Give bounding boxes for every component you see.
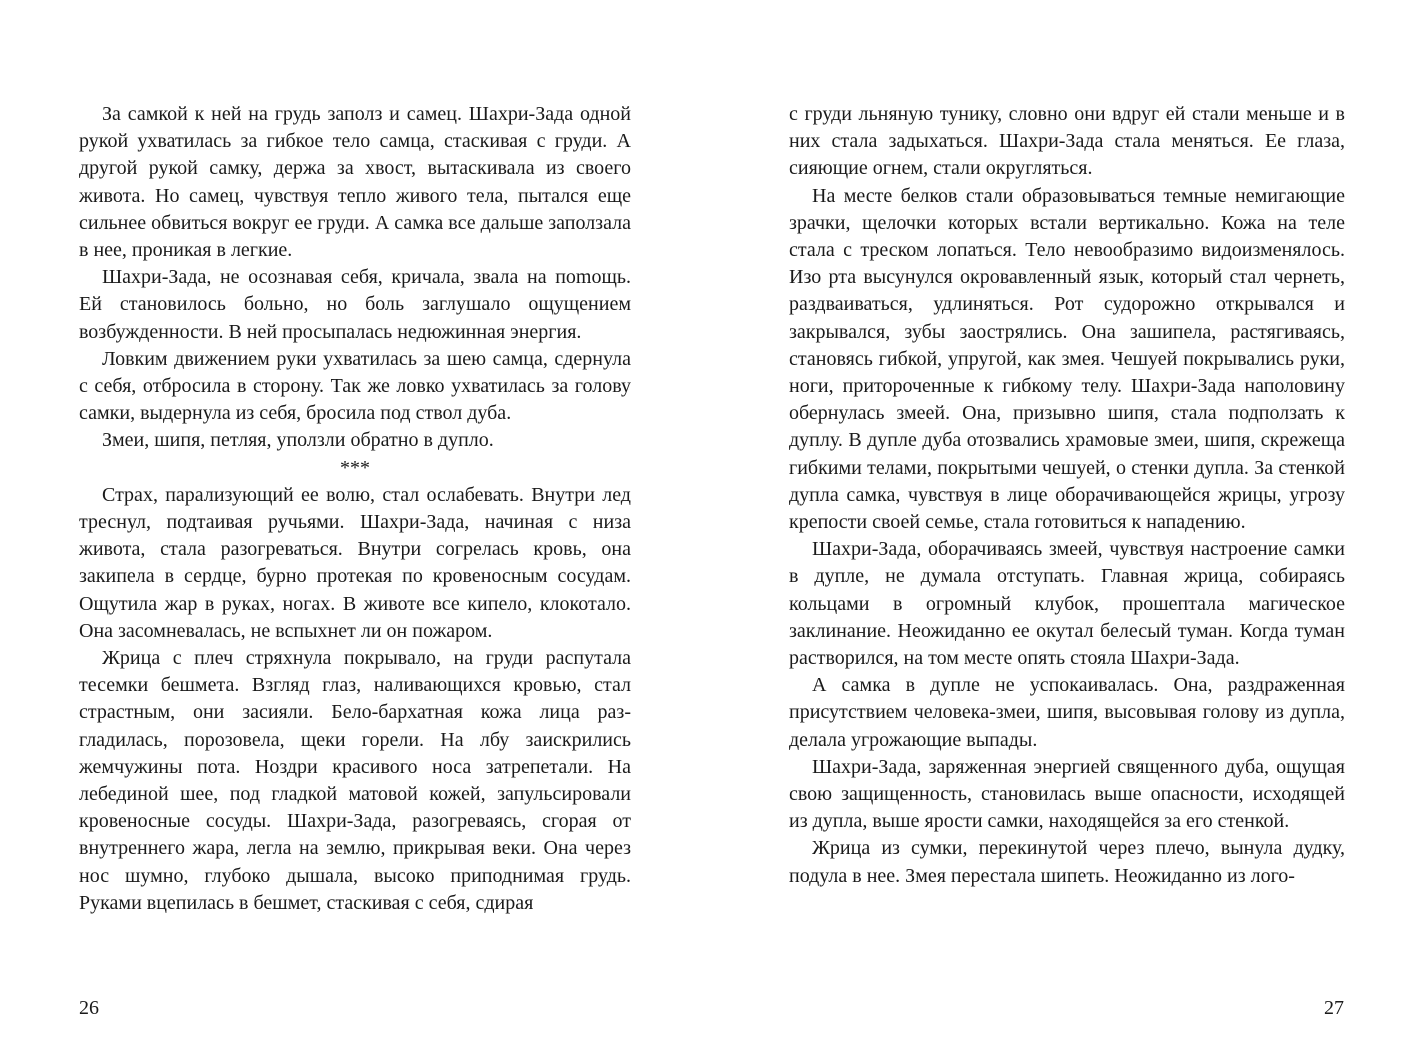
- left-page-text: [79, 101, 631, 917]
- paragraph: Шахри-Зада, заряженная энергией священного дуба, ощущая свою защищенность, становилась выше опасности, исходящей из дупла, выше ярости самки, находящейся за его стенкой.: [789, 755, 1345, 833]
- paragraph: Ловким движением руки ухватилась за шею самца, сдернула с себя, отбросила в сторону. Так же ловко ухватилась за голову самки, выдернула из себя, бросила под ствол дуба.: [79, 347, 631, 425]
- paragraph: Жрица с плеч стряхнула покрывало, на груди распутала тесемки бешмета. Взгляд глаз, наливающихся кровью, стал страстным, они засияли. Бело-бархатная кожа лица разгладилась, порозовела, щеки горели. На лбу заискрились жемчужины пота. Ноздри красивого носа затрепетали. На лебединой шее, под гладкой матовой кожей, запульсировали кровеносные сосуды. Шахри-Зада, разогреваясь, сгорая от внутреннего жара, легла на землю, прикрывая веки. Она через нос шумно, глубоко дышала, высоко приподнимая грудь. Руками вцепилась в бешмет, стаскивая с себя, сдирая: [79, 647, 631, 914]
- paragraph: Страх, парализующий ее волю, стал ослабевать. Внутри лед треснул, подтаивая ручьями. Шахри-Зада, начиная с низа живота, стала разогреваться. Внутри согрелась кровь, она закипела в сердце, бурно протекая по кровеносным сосудам. Ощутила жар в руках, ногах. В животе все кипело, клокотало. Она засомневалась, не вспыхнет ли он пожаром.: [79, 483, 631, 642]
- right-page-number: 27: [1324, 997, 1344, 1019]
- paragraph: А самка в дупле не успокаивалась. Она, раздраженная присутствием человека-змеи, шипя, высовывая голову из дупла, делала угрожающие выпады.: [789, 674, 1345, 751]
- paragraph: Шахри-Зада, оборачиваясь змеей, чувствуя настроение самки в дупле, не думала отступать. Главная жрица, собираясь кольцами в огромный клубок, прошептала магическое заклинание. Неожиданно ее окутал белесый туман. Когда туман растворился, на том месте опять стояла Шахри-Зада.: [789, 538, 1345, 670]
- paragraph: Жрица из сумки, перекинутой через плечо, вынула дудку, подула в нее. Змея перестала шипеть. Неожиданно из лого-: [789, 837, 1345, 887]
- paragraph: Шахри-Зада, не осознавая себя, кричала, звала на поmощь. Ей становилось больно, но боль заглушало ощущением возбужденности. В ней просыпалась недюжинная энергия.: [79, 266, 631, 343]
- paragraph: За самкой к ней на грудь заполз и самец. Шахри-Зада одной рукой ухватилась за гибкое тело самца, стаскивая с груди. А другой рукой самку, держа за хвост, вытаскивала из своего живота. Но самец, чувствуя тепло живого тела, пытался еще сильнее обвиться вокруг ее груди. А самка все дальше заползала в нее, проникая в легкие.: [79, 103, 631, 262]
- paragraph: Змеи, шипя, петляя, уползли обратно в дупло.: [102, 429, 494, 452]
- paragraph: с груди льняную тунику, словно они вдруг ей стали меньше и в них стала задыхаться. Шахри-Зада стала меняться. Ее глаза, сияющие огнем, стали округляться.: [789, 103, 1345, 180]
- paragraph: На месте белков стали образовываться темные немигающие зрачки, щелочки которых встали вертикально. Кожа на теле стала с треском лопаться. Тело невообразимо видоизменялось. Изо рта высунулся окровавленный язык, который стал чернеть, раздваиваться, удлиняться. Рот судорожно открывался и закрывался, зубы заострялись. Она зашипела, растягиваясь, становясь гибкой, упругой, как змея. Чешуей покрывались руки, ноги, притороченные к гибкому телу. Шахри-Зада наполовину обернулась змеей. Она, призывно шипя, стала подползать к дуплу. В дупле дуба отозвались храмовые змеи, шипя, скрежеща гибкими телами, покрытыми чешуей, о стенки дупла. За стенкой дупла самка, чувствуя в лице оборачивающейся жрицы, угрозу крепости своей семье, стала готовиться к нападению.: [789, 184, 1345, 534]
- right-page-text: [789, 101, 1345, 890]
- section-divider: ***: [340, 456, 370, 479]
- left-page-number: 26: [79, 997, 99, 1019]
